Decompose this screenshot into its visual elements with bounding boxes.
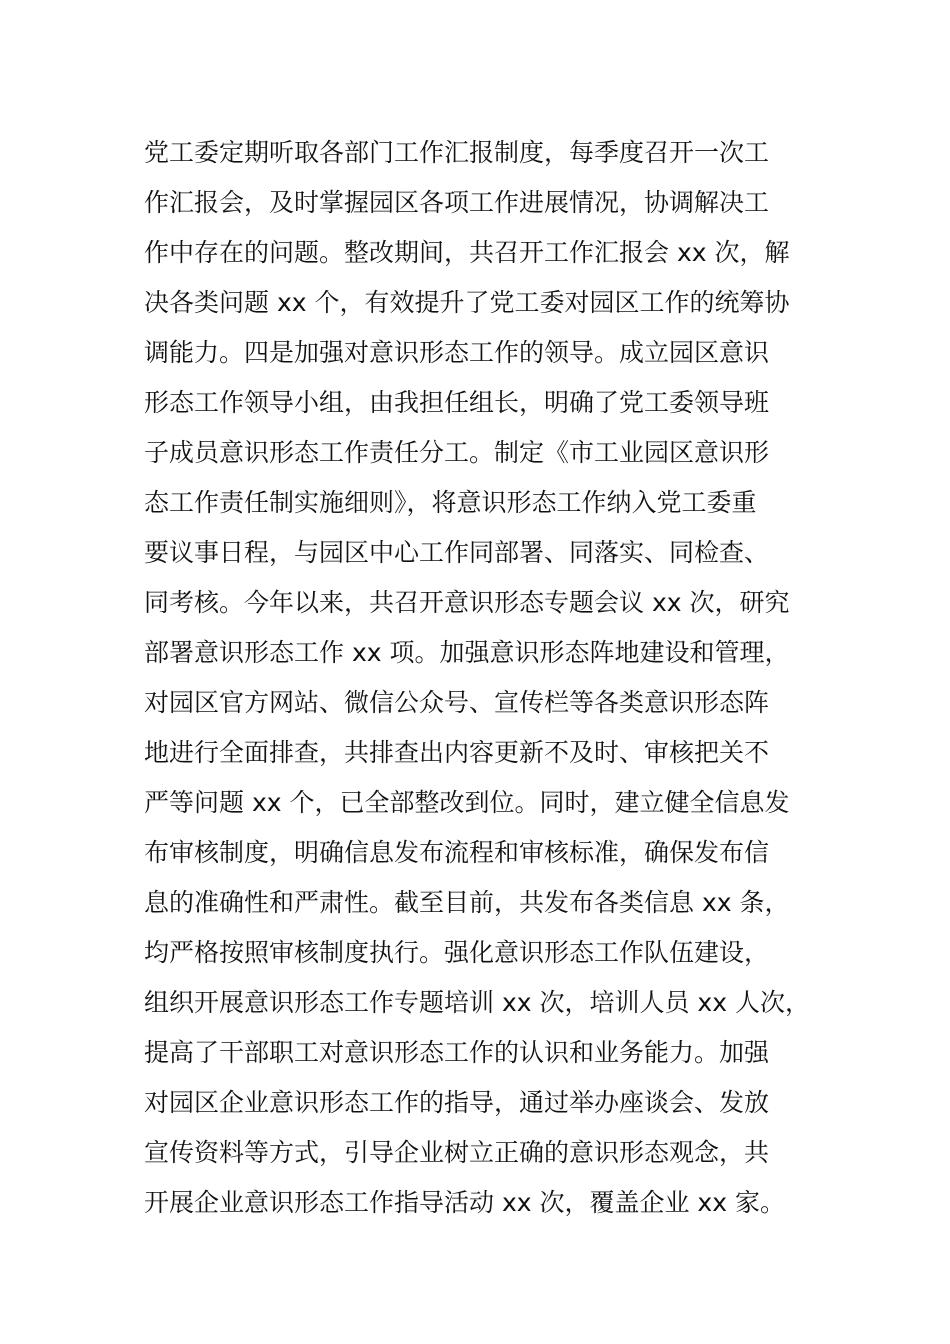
text-line-3: 作中存在的问题。整改期间，共召开工作汇报会 xx 次，解 [144, 238, 790, 267]
text-line-17: 均严格按照审核制度执行。强化意识形态工作队伍建设， [144, 938, 770, 967]
text-line-7: 子成员意识形态工作责任分工。制定《市工业园区意识形 [144, 438, 770, 467]
text-line-9: 要议事日程，与园区中心工作同部署、同落实、同检查、 [144, 538, 770, 567]
text-line-5: 调能力。四是加强对意识形态工作的领导。成立园区意识 [144, 338, 770, 367]
text-line-10: 同考核。今年以来，共召开意识形态专题会议 xx 次，研究 [144, 588, 790, 617]
text-line-15: 布审核制度，明确信息发布流程和审核标准，确保发布信 [144, 838, 770, 867]
text-line-8: 态工作责任制实施细则》，将意识形态工作纳入党工委重 [144, 488, 757, 517]
text-line-16: 息的准确性和严肃性。截至目前，共发布各类信息 xx 条， [144, 888, 790, 917]
text-line-12: 对园区官方网站、微信公众号、宣传栏等各类意识形态阵 [144, 688, 770, 717]
text-line-22: 开展企业意识形态工作指导活动 xx 次，覆盖企业 xx 家。 [144, 1188, 785, 1217]
text-line-19: 提高了干部职工对意识形态工作的认识和业务能力。加强 [144, 1038, 770, 1067]
text-line-18: 组织开展意识形态工作专题培训 xx 次，培训人员 xx 人次， [144, 988, 810, 1017]
text-line-11: 部署意识形态工作 xx 项。加强意识形态阵地建设和管理， [144, 638, 790, 667]
text-line-2: 作汇报会，及时掌握园区各项工作进展情况，协调解决工 [144, 188, 770, 217]
text-line-21: 宣传资料等方式，引导企业树立正确的意识形态观念，共 [144, 1138, 770, 1167]
text-line-20: 对园区企业意识形态工作的指导，通过举办座谈会、发放 [144, 1088, 770, 1117]
text-line-4: 决各类问题 xx 个，有效提升了党工委对园区工作的统筹协 [144, 288, 790, 317]
text-line-13: 地进行全面排查，共排查出内容更新不及时、审核把关不 [144, 738, 770, 767]
text-line-14: 严等问题 xx 个，已全部整改到位。同时，建立健全信息发 [144, 788, 790, 817]
text-line-6: 形态工作领导小组，由我担任组长，明确了党工委领导班 [144, 388, 770, 417]
text-line-1: 党工委定期听取各部门工作汇报制度，每季度召开一次工 [144, 138, 770, 167]
body-paragraph [144, 128, 844, 1228]
